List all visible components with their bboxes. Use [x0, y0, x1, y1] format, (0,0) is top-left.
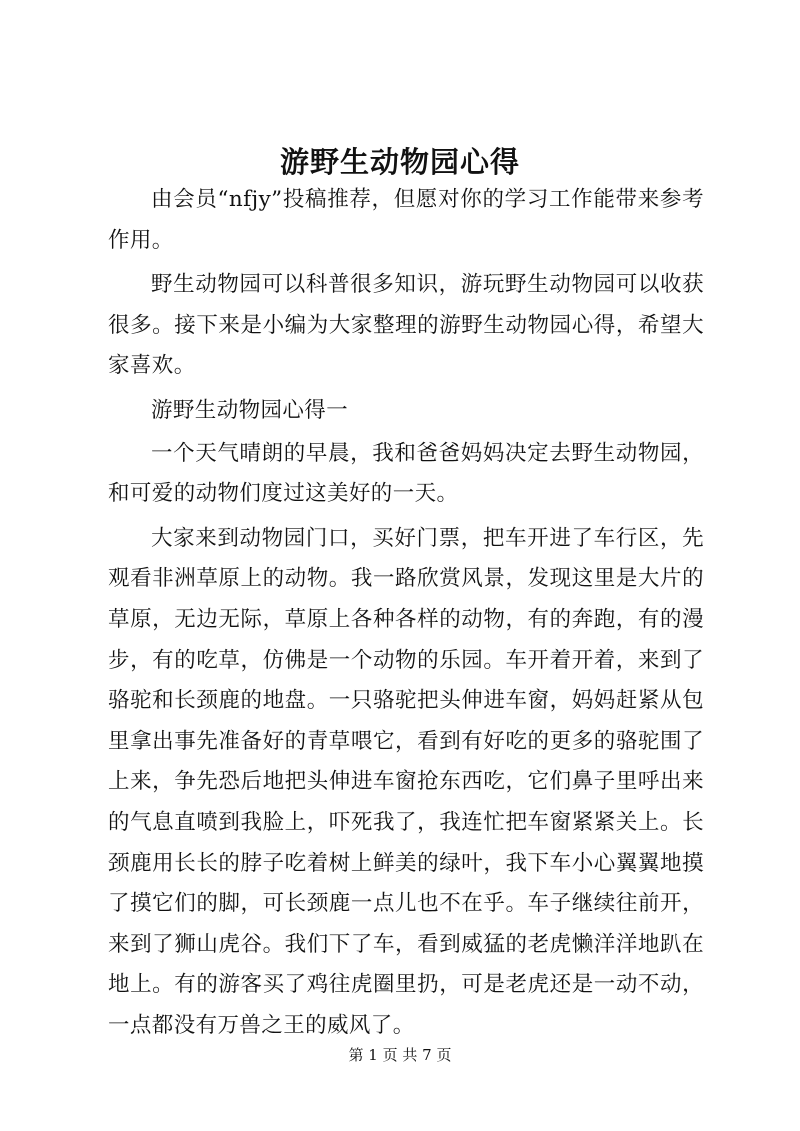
document-title: 游野生动物园心得 — [279, 145, 520, 179]
section-heading: 游野生动物园心得一 — [151, 397, 349, 423]
body-paragraph: 一个天气晴朗的早晨，我和爸爸妈妈决定去野生动物园，和可爱的动物们度过这美好的一天。 — [108, 440, 704, 507]
intro-paragraph: 由会员“nfjy”投稿推荐，但愿对你的学习工作能带来参考作用。 — [108, 187, 704, 253]
summary-paragraph: 野生动物园可以科普很多知识，游玩野生动物园可以收获很多。接下来是小编为大家整理的游野生动物园心得，希望大家喜欢。 — [108, 272, 704, 379]
document-body — [108, 180, 704, 1050]
body-paragraph: 大家来到动物园门口，买好门票，把车开进了车行区，先观看非洲草原上的动物。我一路欣赏风景，发现这里是大片的草原，无边无际，草原上各种各样的动物，有的奔跑，有的漫步，有的吃草，仿佛是一个动物的乐园。车开着开着，来到了骆驼和长颈鹿的地盘。一只骆驼把头伸进车窗，妈妈赶紧从包里拿出事先准备好的青草喂它，看到有好吃的更多的骆驼围了上来，争先恐后地把头伸进车窗抢东西吃，它们鼻子里呼出来的气息直喷到我脸上，吓死我了，我连忙把车窗紧紧关上。长颈鹿用长长的脖子吃着树上鲜美的绿叶，我下车小心翼翼地摸了摸它们的脚，可长颈鹿一点儿也不在乎。车子继续往前开，来到了狮山虎谷。我们下了车，看到威猛的老虎懒洋洋地趴在地上。有的游客买了鸡往虎圈里扔，可是老虎还是一动不动，一点都没有万兽之王的威风了。 — [108, 525, 704, 1038]
page-footer: 第 1 页 共 7 页 — [348, 1046, 452, 1064]
